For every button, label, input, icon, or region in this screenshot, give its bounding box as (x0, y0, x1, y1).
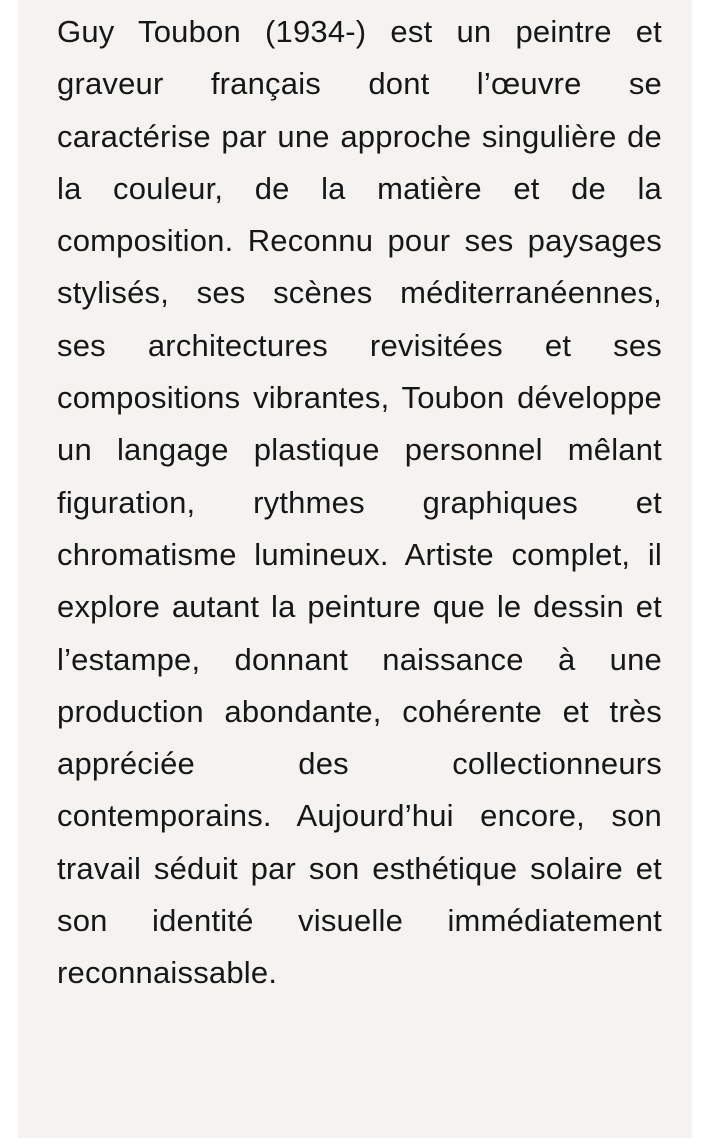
biography-text: Guy Toubon (1934-) est un peintre et graveur français dont l’œuvre se caractérise par une approche singulière de la couleur, de la matière et de la composition. Reconnu pour ses paysages stylisés, ses scènes méditerranéennes, ses architectures revisitées et ses compositions vibrantes, Toubon développe un langage plastique personnel mêlant figuration, rythmes graphiques et chromatisme lumineux. Artiste complet, il explore autant la peinture que le dessin et l’estampe, donnant naissance à une production abondante, cohérente et très appréciée des collectionneurs contemporains. Aujourd’hui encore, son travail séduit par son esthétique solaire et son identité visuelle immédiatement reconnaissable. (57, 14, 662, 991)
biography-panel (18, 0, 692, 1138)
